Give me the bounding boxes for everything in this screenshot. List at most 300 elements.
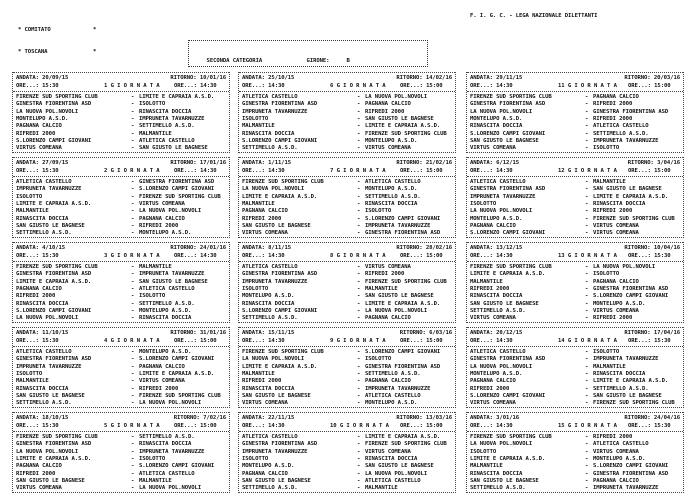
match-row [470,138,680,145]
home-team: ISOLOTTO [470,201,497,208]
match-dash: - [131,286,135,293]
away-team: SETTIMELLO A.S.D. [593,130,649,137]
ore-ritorno-cell [400,423,452,430]
home-team: RINASCITA DOCCIA [242,300,295,307]
home-team: SAN GIUSTO LE BAGNESE [470,477,539,484]
giornata-block [12,157,230,238]
match-row [470,385,680,392]
match-row [16,293,226,300]
andata-label: ANDATA: [242,329,265,336]
giornata-block [238,327,456,408]
ore-label: ORE...: [174,167,197,174]
home-team: IMPRUNETA TAVARNUZZE [16,363,82,370]
match-dash: - [131,101,135,108]
ore-label: ORE...: [242,252,265,259]
match-row [470,201,680,208]
ore-ritorno-cell [628,168,680,175]
ritorno-label: RITORNO: [624,414,651,421]
match-dash: - [585,264,589,271]
ore-label: ORE...: [470,167,493,174]
match-row [470,478,680,485]
ore-ritorno-cell [174,338,226,345]
home-team: VIRTUS COMEANA [242,400,288,407]
ore-andata: 14:30 [496,82,513,89]
home-team: VIRTUS COMEANA [16,485,62,492]
home-team: SAN GIUSTO LE BAGNESE [470,137,539,144]
giornata-header [239,327,455,347]
home-team: IMPRUNETA TAVARNUZZE [242,108,308,115]
home-team: RIFREDI 2000 [470,286,510,293]
girone-value: B [346,58,350,64]
match-dash: - [131,123,135,130]
match-dash: - [585,441,589,448]
away-team: MONTELUPO A.S.D. [593,300,646,307]
home-team: SETTIMELLO A.S.D. [470,307,526,314]
home-team: SAN GIUSTO LE BAGNESE [470,300,539,307]
match-row [470,300,680,307]
ritorno-date: 6/03/16 [429,329,452,336]
giornata-label: G I O R N A T A [336,167,386,174]
ritorno-cell [170,75,226,82]
match-dash: - [357,470,361,477]
home-team: MALMANTILE [242,201,275,208]
ore-label: ORE...: [470,82,493,89]
match-dash: - [357,485,361,492]
giornata-title [330,168,400,175]
match-dash: - [585,385,589,392]
andata-date: 18/10/15 [42,414,69,421]
andata-cell [16,75,102,82]
home-team: RINASCITA DOCCIA [16,300,69,307]
giornata-title [558,83,628,90]
giornata-title [330,338,400,345]
match-row [16,349,226,356]
ore-andata-cell [242,83,330,90]
giornata-number: 15 [558,422,565,429]
match-dash: - [585,378,589,385]
home-team: SAN GIUSTO LE BAGNESE [16,392,85,399]
away-team: VIRTUS COMEANA [139,378,185,385]
away-team: SAN GIUSTO LE BAGNESE [139,278,208,285]
giornata-block [238,72,456,153]
away-team: LA NUOVA POL.NOVOLI [139,400,202,407]
away-team: RIFREDI 2000 [139,222,179,229]
away-team: ISOLOTTO [365,356,392,363]
home-team: RIFREDI 2000 [16,293,56,300]
away-team: ISOLOTTO [139,456,166,463]
away-team: ATLETICA CASTELLO [593,441,649,448]
away-team: IMPRUNETA TAVARNUZZE [593,356,659,363]
home-team: RIFREDI 2000 [470,385,510,392]
header-toscana: * TOSCANA [18,49,48,55]
andata-cell [242,245,328,252]
away-team: PAGNANA CALCIO [593,278,639,285]
ore-andata: 15:30 [42,252,59,259]
home-team: MONTELUPO A.S.D. [242,463,295,470]
match-row [470,215,680,222]
ritorno-label: RITORNO: [173,414,200,421]
away-team: RINASCITA DOCCIA [365,456,418,463]
away-team: LIMITE E CAPRAIA A.S.D. [365,300,441,307]
giornata-block [238,157,456,238]
match-dash: - [131,307,135,314]
match-dash: - [585,123,589,130]
match-dash: - [585,315,589,322]
away-team: SAN GIUSTO LE BAGNESE [139,145,208,152]
match-dash: - [357,130,361,137]
match-dash: - [357,385,361,392]
ore-andata-cell [470,338,558,345]
match-list [13,177,229,237]
ore-ritorno: 15:00 [654,82,671,89]
match-dash: - [585,300,589,307]
away-team: VIRTUS COMEANA [593,307,639,314]
giornata-title [104,253,174,260]
andata-label: ANDATA: [470,329,493,336]
match-row [242,101,452,108]
home-team: RINASCITA DOCCIA [16,385,69,392]
home-team: ISOLOTTO [16,193,43,200]
ore-ritorno-cell [628,83,680,90]
giornata-title [104,423,174,430]
match-dash: - [585,179,589,186]
match-dash: - [131,130,135,137]
match-row [242,116,452,123]
match-row [242,400,452,407]
away-team: FIRENZE SUD SPORTING CLUB [365,130,447,137]
giornata-header [467,242,683,262]
away-team: SETTIMELLO A.S.D. [365,193,421,200]
giornata-block [12,72,230,153]
giornata-number: 13 [558,252,565,259]
match-dash: - [357,293,361,300]
match-row [470,194,680,201]
match-dash: - [585,230,589,237]
away-team: VIRTUS COMEANA [139,201,185,208]
match-list [467,177,683,237]
ritorno-label: RITORNO: [624,244,651,251]
home-team: GINESTRA FIORENTINA ASD [470,356,546,363]
ore-andata: 14:30 [496,337,513,344]
match-row [16,116,226,123]
home-team: S.LORENZO CAMPI GIOVANI [470,230,546,237]
match-row [16,215,226,222]
home-team: LA NUOVA POL.NOVOLI [16,108,79,115]
away-team: PAGNANA CALCIO [365,378,411,385]
ore-andata: 14:30 [496,252,513,259]
giornata-number: 4 [104,337,108,344]
ore-andata-cell [470,83,558,90]
home-team: SAN GIUSTO LE BAGNESE [242,477,311,484]
giornata-number: 11 [558,82,565,89]
home-team: VIRTUS COMEANA [470,315,516,322]
away-team: LA NUOVA POL.NOVOLI [365,470,428,477]
ritorno-date: 3/04/16 [657,159,680,166]
match-row [470,279,680,286]
ore-label: ORE...: [16,337,39,344]
match-dash: - [357,222,361,229]
giornata-number: 1 [104,82,108,89]
home-team: SETTIMELLO A.S.D. [16,400,72,407]
away-team: RINASCITA DOCCIA [139,108,192,115]
away-team: RIFREDI 2000 [593,101,633,108]
away-team: LIMITE E CAPRAIA A.S.D. [593,378,669,385]
home-team: SAN GIUSTO LE BAGNESE [242,392,311,399]
match-row [470,371,680,378]
andata-label: ANDATA: [470,414,493,421]
match-dash: - [131,463,135,470]
match-dash: - [585,208,589,215]
ritorno-date: 7/02/16 [203,414,226,421]
home-team: ISOLOTTO [242,456,269,463]
ritorno-label: RITORNO: [399,329,426,336]
away-team: VIRTUS COMEANA [593,222,639,229]
home-team: GINESTRA FIORENTINA ASD [242,101,318,108]
home-team: GINESTRA FIORENTINA ASD [16,101,92,108]
home-team: RINASCITA DOCCIA [242,385,295,392]
giornata-label: G I O R N A T A [336,337,386,344]
away-team: IMPRUNETA TAVARNUZZE [365,222,431,229]
away-team: FIRENZE SUD SPORTING CLUB [139,392,221,399]
match-row [242,434,452,441]
giornata-label: G I O R N A T A [336,252,386,259]
match-dash: - [585,293,589,300]
match-dash: - [131,300,135,307]
match-row [242,271,452,278]
match-dash: - [131,201,135,208]
ritorno-cell [396,245,452,252]
match-dash: - [357,300,361,307]
giornata-title [558,253,628,260]
match-row [242,230,452,237]
match-dash: - [131,145,135,152]
match-row [470,463,680,470]
away-team: ISOLOTTO [365,208,392,215]
andata-cell [16,415,104,422]
match-row [470,179,680,186]
match-dash: - [585,193,589,200]
match-row [16,456,226,463]
match-row [16,194,226,201]
match-dash: - [131,356,135,363]
match-dash: - [357,456,361,463]
match-row [16,101,226,108]
ritorno-label: RITORNO: [624,329,651,336]
match-dash: - [357,349,361,356]
home-team: ISOLOTTO [16,371,43,378]
ore-ritorno: 15:00 [426,252,443,259]
match-row [470,315,680,322]
match-row [16,463,226,470]
match-dash: - [585,137,589,144]
match-dash: - [131,230,135,237]
away-team: GINESTRA FIORENTINA ASD [365,363,441,370]
header-figc: F. I. G. C. - LEGA NAZIONALE DILETTANTI [470,13,598,19]
home-team: MONTELUPO A.S.D. [470,116,523,123]
ore-andata: 15:30 [42,82,59,89]
giornata-number: 3 [104,252,108,259]
away-team: IMPRUNETA TAVARNUZZE [139,116,205,123]
ritorno-label: RITORNO: [396,74,423,81]
match-dash: - [131,186,135,193]
away-team: ISOLOTTO [139,293,166,300]
match-row [16,449,226,456]
giornata-header [239,412,455,432]
andata-cell [242,75,328,82]
match-row [242,356,452,363]
match-dash: - [357,264,361,271]
home-team: ISOLOTTO [470,448,497,455]
home-team: MALMANTILE [242,371,275,378]
match-row [16,434,226,441]
ore-ritorno: 15:30 [654,337,671,344]
match-row [242,201,452,208]
match-row [242,123,452,130]
ritorno-date: 20/03/16 [653,74,680,81]
away-team: PAGNANA CALCIO [593,94,639,101]
match-dash: - [585,392,589,399]
home-team: RINASCITA DOCCIA [470,470,523,477]
ore-label: ORE...: [470,252,493,259]
match-dash: - [357,137,361,144]
ore-ritorno-cell [628,423,680,430]
away-team: PAGNANA CALCIO [365,315,411,322]
giornata-header [467,327,683,347]
andata-cell [242,160,328,167]
match-row [16,470,226,477]
away-team: RINASCITA DOCCIA [593,371,646,378]
home-team: GINESTRA FIORENTINA ASD [16,356,92,363]
home-team: SAN GIUSTO LE BAGNESE [16,222,85,229]
match-dash: - [357,441,361,448]
ore-ritorno-cell [174,83,226,90]
match-dash: - [357,208,361,215]
away-team: MALMANTILE [139,477,172,484]
ritorno-label: RITORNO: [627,159,654,166]
away-team: ISOLOTTO [593,271,620,278]
giornata-title [104,338,174,345]
andata-date: 11/10/15 [42,329,69,336]
home-team: SAN GIUSTO LE BAGNESE [16,477,85,484]
match-row [242,194,452,201]
home-team: LA NUOVA POL.NOVOLI [242,356,305,363]
header-comitato: * COMITATO [18,27,51,33]
andata-label: ANDATA: [16,159,39,166]
ore-andata: 14:30 [268,337,285,344]
home-team: FIRENZE SUD SPORTING CLUB [16,264,98,271]
match-row [242,130,452,137]
away-team: IMPRUNETA TAVARNUZZE [593,485,659,492]
match-row [470,434,680,441]
ore-andata: 14:30 [268,82,285,89]
ore-ritorno: 14:30 [200,167,217,174]
giornata-block [466,242,684,323]
home-team: VIRTUS COMEANA [16,145,62,152]
home-team: MONTELUPO A.S.D. [470,371,523,378]
away-team: MALMANTILE [593,179,626,186]
away-team: S.LORENZO CAMPI GIOVANI [139,186,215,193]
away-team: ATLETICA CASTELLO [365,392,421,399]
match-dash: - [585,400,589,407]
match-row [242,385,452,392]
match-dash: - [585,271,589,278]
home-team: FIRENZE SUD SPORTING CLUB [16,94,98,101]
giornata-block [466,412,684,493]
andata-label: ANDATA: [16,74,39,81]
match-row [470,208,680,215]
andata-date: 27/09/15 [42,159,69,166]
header-marks [93,13,100,64]
away-team: LA NUOVA POL.NOVOLI [593,264,656,271]
match-dash: - [357,463,361,470]
match-row [242,94,452,101]
home-team: IMPRUNETA TAVARNUZZE [242,278,308,285]
andata-date: 20/09/15 [42,74,69,81]
match-dash: - [131,264,135,271]
match-row [242,208,452,215]
match-row [470,400,680,407]
home-team: LIMITE E CAPRAIA A.S.D. [242,193,318,200]
away-team: SAN GIUSTO LE BAGNESE [365,463,434,470]
ritorno-cell [174,415,226,422]
home-team: ISOLOTTO [242,116,269,123]
ore-andata-cell [16,253,104,260]
away-team: RIFREDI 2000 [365,271,405,278]
away-team: VIRTUS COMEANA [365,145,411,152]
home-team: IMPRUNETA TAVARNUZZE [16,186,82,193]
match-dash: - [585,448,589,455]
ritorno-label: RITORNO: [170,159,197,166]
match-row [242,264,452,271]
andata-label: ANDATA: [242,159,265,166]
giornata-label: G I O R N A T A [567,252,617,259]
away-team: S.LORENZO CAMPI GIOVANI [365,215,441,222]
giornata-header [239,72,455,92]
away-team: LIMITE E CAPRAIA A.S.D. [365,123,441,130]
giornata-label: G I O R N A T A [567,82,617,89]
ritorno-date: 14/02/16 [425,74,452,81]
away-team: MONTELUPO A.S.D. [139,307,192,314]
ore-ritorno: 14:30 [200,82,217,89]
ore-label: ORE...: [470,422,493,429]
home-team: LIMITE E CAPRAIA A.S.D. [16,456,92,463]
ritorno-date: 28/02/16 [425,244,452,251]
away-team: SETTIMELLO A.S.D. [593,385,649,392]
giornata-header [13,72,229,92]
match-row [16,441,226,448]
match-list [467,262,683,322]
home-team: LIMITE E CAPRAIA A.S.D. [242,363,318,370]
andata-cell [470,75,556,82]
home-team: MONTELUPO A.S.D. [16,116,69,123]
match-dash: - [585,307,589,314]
match-row [16,279,226,286]
girone-label: GIRONE: [306,58,330,64]
match-dash: - [131,371,135,378]
match-row [16,179,226,186]
category-name: SECONDA CATEGORIA [206,58,263,64]
ore-ritorno-cell [628,253,680,260]
match-dash: - [357,179,361,186]
away-team: IMPRUNETA TAVARNUZZE [139,448,205,455]
away-team: RIFREDI 2000 [593,116,633,123]
home-team: LA NUOVA POL.NOVOLI [470,363,533,370]
match-dash: - [131,456,135,463]
match-dash: - [131,385,135,392]
home-team: ATLETICA CASTELLO [470,349,526,356]
ore-label: ORE...: [470,337,493,344]
home-team: MALMANTILE [242,123,275,130]
